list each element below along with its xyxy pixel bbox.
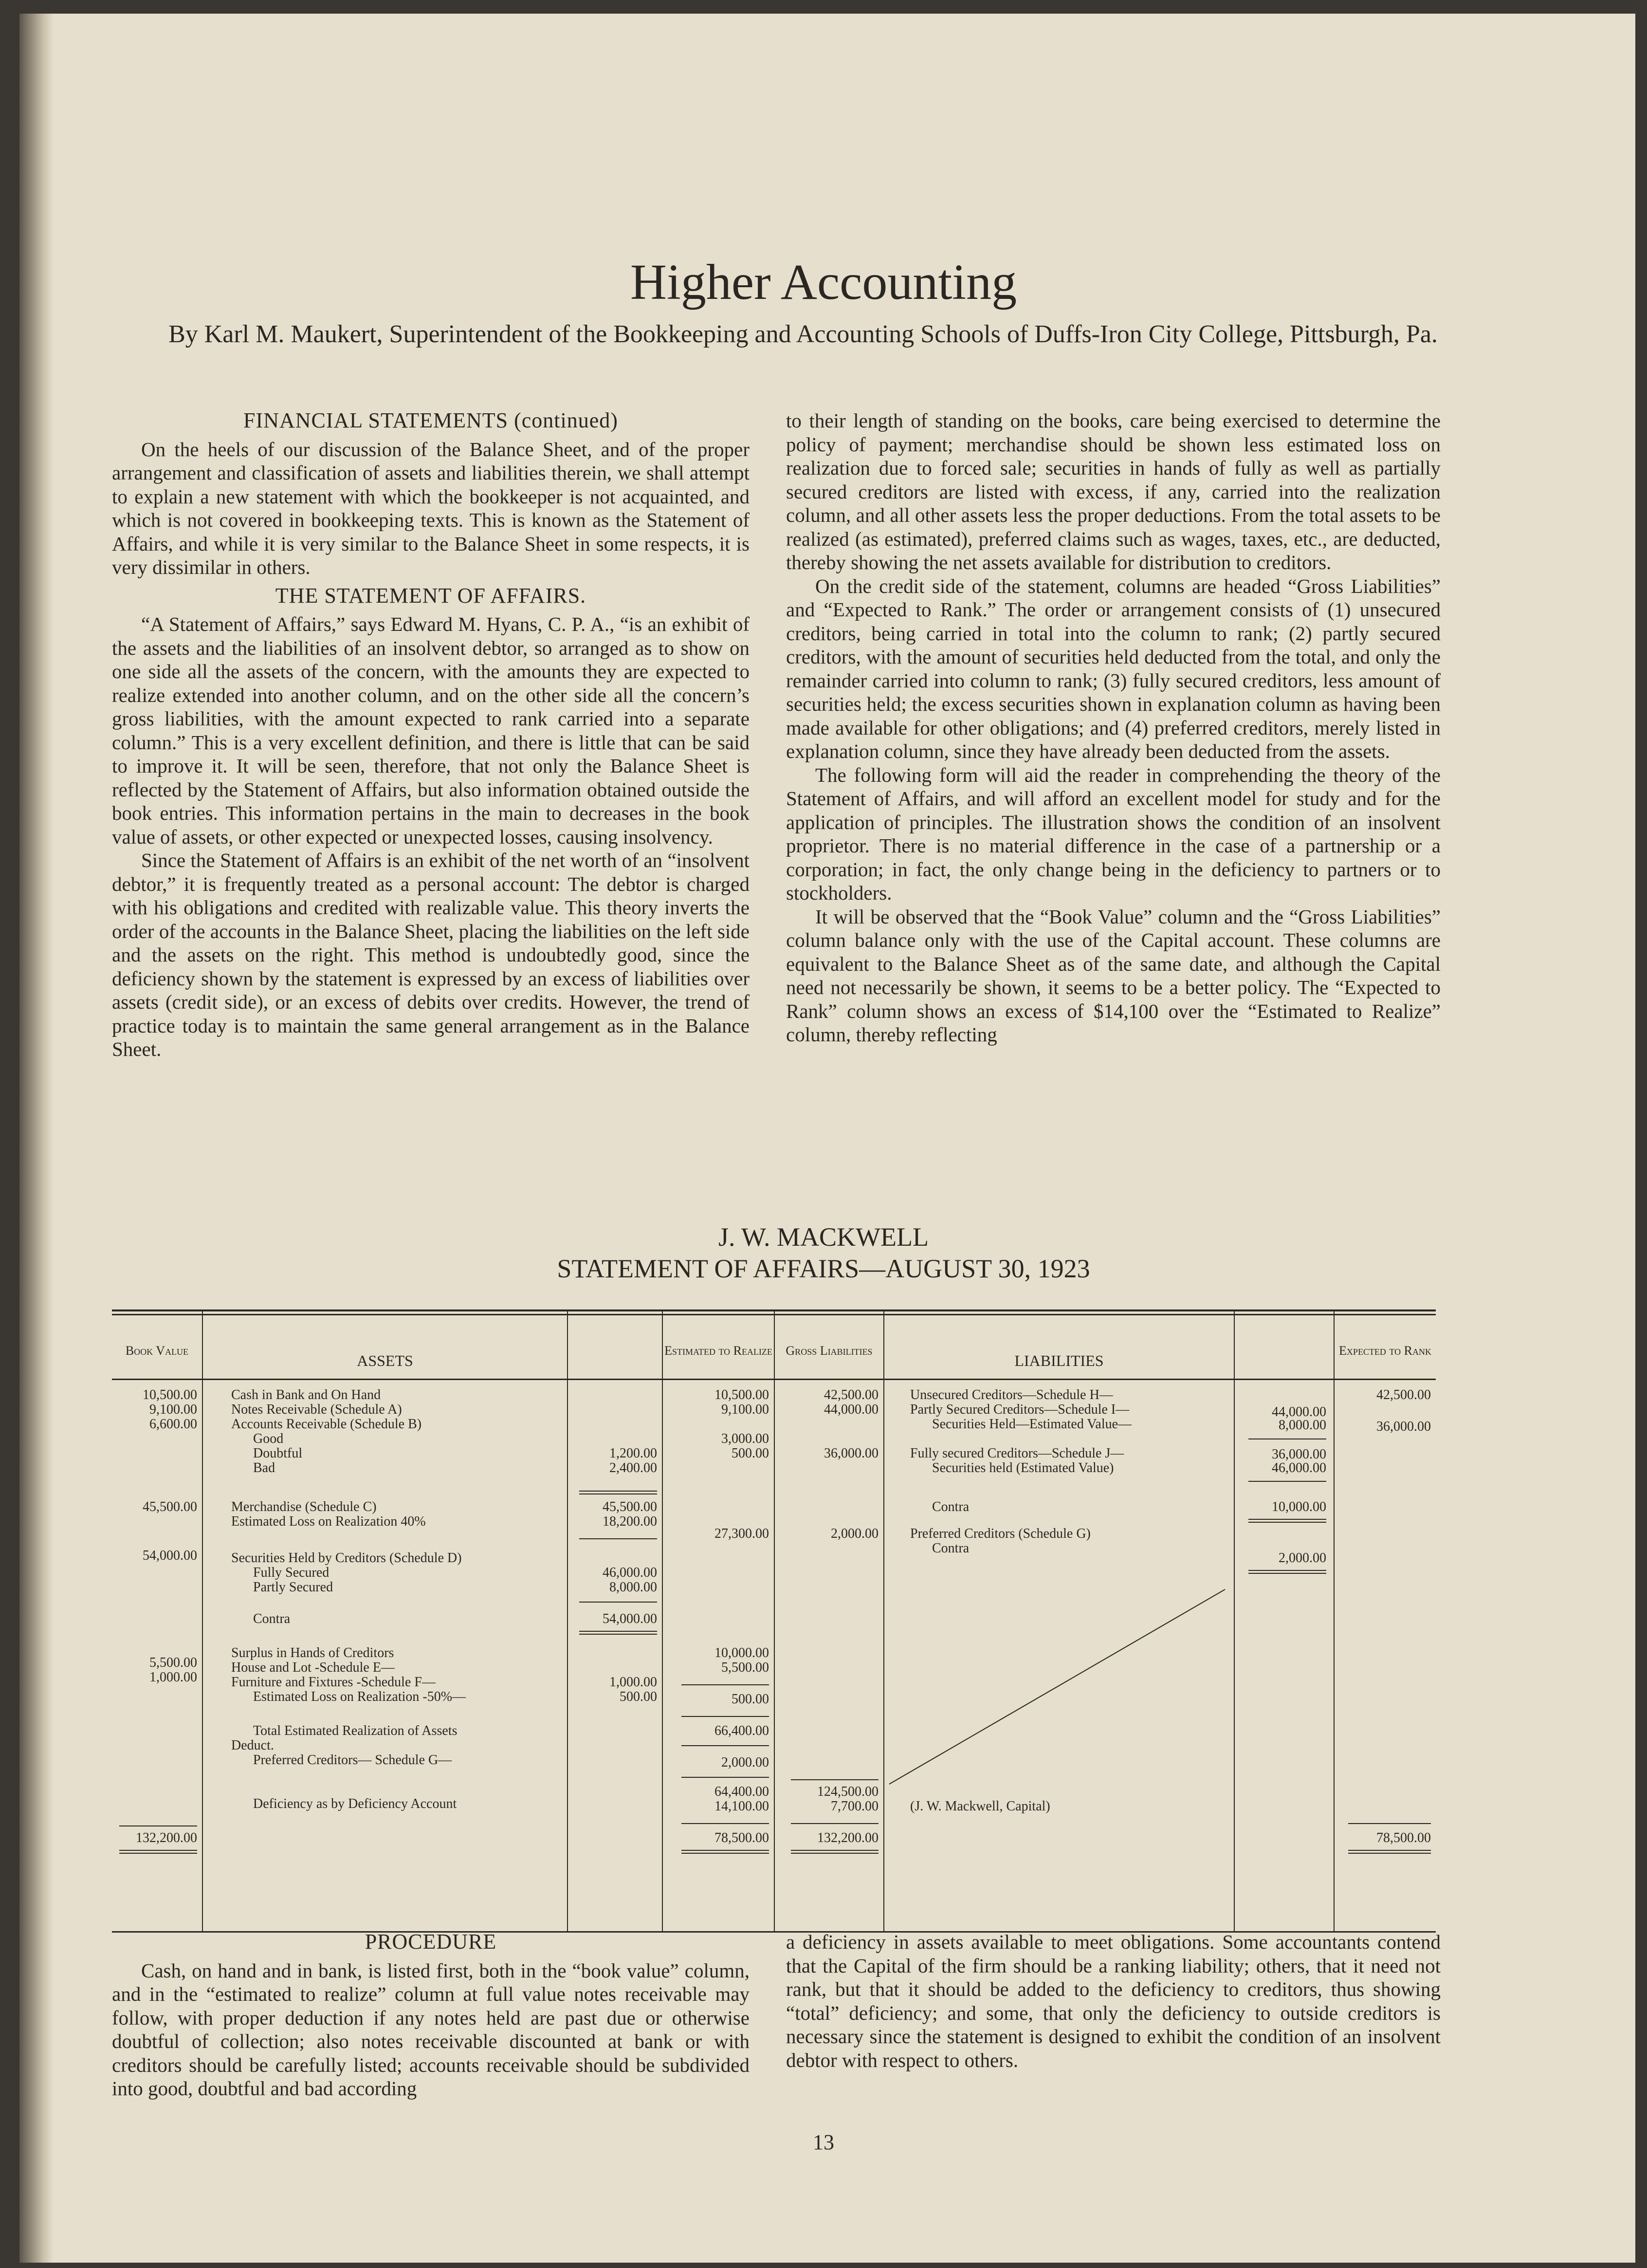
double-rule [579,1634,657,1635]
double-rule [579,1631,657,1632]
double-rule [1248,1570,1326,1571]
sum-rule [681,1716,769,1717]
header-expected: Expected to Rank [1339,1344,1431,1358]
sum-rule [681,1745,769,1746]
double-rule [1348,1853,1431,1854]
estimated-value: 14,100.00 [714,1799,769,1814]
liability-line: (J. W. Mackwell, Capital) [910,1799,1050,1814]
liability-line: Fully secured Creditors—Schedule J— [910,1446,1124,1461]
asset-detail: 1,200.00 [609,1446,657,1461]
column-rule [662,1309,663,1933]
estimated-value: 5,500.00 [721,1660,769,1675]
book-value: 54,000.00 [143,1548,197,1563]
column-rule [567,1309,568,1933]
gross-liability: 42,500.00 [824,1387,878,1402]
liability-line: Preferred Creditors (Schedule G) [910,1526,1091,1541]
paragraph: Cash, on hand and in bank, is listed first, both in the “book value” column, and in the “estimated to realize” column at full value notes receivable may follow, with proper deduction if any notes held are past due or otherwise doubtful of collection; also notes receivable discounted at bank or with creditors should be carefully listed; accounts receivable should be subdivided into good, doubtful and bad according [112,1959,750,2100]
estimated-value: 9,100.00 [721,1402,769,1417]
asset-line: Securities Held by Creditors (Schedule D) [231,1550,462,1566]
page-number: 13 [813,2130,834,2154]
asset-line: Notes Receivable (Schedule A) [231,1402,402,1417]
liability-detail: 36,000.00 [1272,1447,1326,1462]
column-rule [202,1309,203,1933]
asset-detail: 1,000.00 [609,1675,657,1690]
sum-rule [681,1777,769,1778]
book-gutter [19,14,54,2263]
asset-line: Good [253,1431,284,1446]
double-rule [1248,1519,1326,1520]
sum-rule [579,1538,657,1539]
paragraph: Since the Statement of Affairs is an exhibit of the net worth of an “insolvent debtor,” it is frequently treated as a personal account: The debtor is charged with his obligations and credited with realizable value. This theory inverts the order of the accounts in the Balance Sheet, placing the liabilities on the left side and the assets on the right. This method is undoubtedly good, since the deficiency shown by the statement is expressed by an excess of liabilities over assets (credit side), or an excess of debits over credits. However, the trend of practice today is to maintain the same general arrangement as in the Balance Sheet. [112,849,750,1060]
paragraph: “A Statement of Affairs,” says Edward M. Hyans, C. P. A., “is an exhibit of the assets and the liabilities of an insolvent debtor, so arranged as to show on one side all the assets of the concern, with the amounts they are expected to realize extended into another column, and on the other side all the concern’s gross liabilities, with the amount expected to rank carried into a separate column.” This is a very excellent definition, and there is little that can be said to improve it. It will be seen, therefore, that not only the Balance Sheet is reflected by the Statement of Affairs, but also information obtained outside the book entries. This information pertains in the main to decreases in the book value of assets, or other expected or unexpected losses, causing insolvency. [112,613,750,848]
asset-line: Cash in Bank and On Hand [231,1387,381,1402]
double-rule [119,1850,197,1851]
gross-liability: 44,000.00 [824,1402,878,1417]
asset-detail: 18,200.00 [603,1514,657,1529]
liability-line: Contra [932,1499,970,1514]
gross-liability: 36,000.00 [824,1446,878,1461]
asset-detail: 500.00 [620,1689,657,1704]
column-rule [774,1309,775,1933]
header-gross: Gross Liabilities [786,1344,873,1358]
left-column [112,409,750,1061]
asset-line: Preferred Creditors— Schedule G— [253,1752,452,1768]
paragraph: It will be observed that the “Book Value” column and the “Gross Liabilities” column balance only with the use of the Capital account. These columns are equivalent to the Balance Sheet as of the same date, and although the Capital need not necessarily be shown, it seems to be a better policy. The “Expected to Rank” column shows an excess of $14,100 over the “Estimated to Realize” column, thereby reflecting [786,905,1441,1046]
expected-total: 78,500.00 [1376,1830,1431,1845]
double-rule [791,1850,878,1851]
statement-title: STATEMENT OF AFFAIRS—AUGUST 30, 1923 [557,1254,1090,1283]
paragraph: a deficiency in assets available to meet obligations. Some accountants contend that the Capital of the firm should be a ranking liability; others, that it need not rank, but that it should be added to the deficiency to creditors, thus showing “total” deficiency; and some, that only the deficiency to outside creditors is necessary since the statement is designed to exhibit the condition of an insolvent debtor with respect to others. [786,1931,1441,2071]
double-rule [1248,1522,1326,1523]
asset-line: Total Estimated Realization of Assets [253,1723,458,1738]
column-rule [1334,1309,1335,1933]
article-title: Higher Accounting [630,254,1017,310]
sum-rule [791,1779,878,1780]
book-value: 5,500.00 [149,1655,197,1670]
liability-line: Partly Secured Creditors—Schedule I— [910,1402,1130,1417]
asset-line: Doubtful [253,1446,303,1461]
paragraph: to their length of standing on the books, care being exercised to determine the policy of payment; merchandise should be shown less estimated loss on realization due to forced sale; securities in hands of fully as well as partially secured creditors are listed with excess, if any, carried into the realization column, and all other assets less the proper deductions. From the total assets to be realized (as estimated), preferred claims such as wages, taxes, etc., are deducted, thereby showing the net assets available for distribution to creditors. [786,409,1441,573]
sum-rule [791,1823,878,1824]
liability-line: Unsecured Creditors—Schedule H— [910,1387,1113,1402]
liability-line: Contra [932,1541,970,1556]
article-byline: By Karl M. Maukert, Superintendent of the Bookkeeping and Accounting Schools of Duffs-Iron City College, Pittsburgh, Pa. [168,320,1438,348]
header-assets: ASSETS [357,1352,413,1369]
gross-liability: 7,700.00 [831,1799,878,1814]
liability-detail: 8,000.00 [1279,1418,1326,1433]
expected-rank: 36,000.00 [1376,1419,1431,1434]
procedure-left-column [112,1930,750,2101]
estimated-value: 66,400.00 [714,1723,769,1738]
paragraph: The following form will aid the reader in comprehending the theory of the Statement of Affairs, and will afford an excellent model for study and for the application of principles. The illustration shows the condition of an insolvent proprietor. There is no material difference in the case of a partnership or a corporation; in fact, the only change being in the deficiency to partners or to stockholders. [786,763,1441,904]
asset-line: Bad [253,1460,275,1475]
asset-line: Surplus in Hands of Creditors [231,1645,394,1660]
gross-liability: 124,500.00 [817,1784,878,1799]
estimated-value: 3,000.00 [721,1431,769,1446]
asset-line: Fully Secured [253,1565,329,1580]
right-column [786,409,1441,1047]
sum-rule [1248,1438,1326,1439]
asset-detail: 8,000.00 [609,1580,657,1595]
liability-detail: 46,000.00 [1272,1460,1326,1475]
estimated-value: 10,500.00 [714,1387,769,1402]
estimated-value: 500.00 [732,1692,769,1707]
double-rule [579,1491,657,1492]
liability-line: Securities held (Estimated Value) [932,1460,1114,1475]
book-value-total: 132,200.00 [136,1830,197,1845]
estimated-value: 64,400.00 [714,1784,769,1799]
asset-detail: 45,500.00 [603,1499,657,1514]
double-rule [681,1850,769,1851]
header-liabilities: LIABILITIES [1014,1352,1104,1369]
sum-rule [119,1825,197,1826]
header-book-value: Book Value [125,1344,189,1358]
asset-line: House and Lot -Schedule E— [231,1660,395,1675]
double-rule [681,1853,769,1854]
book-value: 6,600.00 [149,1417,197,1432]
estimated-value: 500.00 [732,1446,769,1461]
procedure-heading: PROCEDURE [365,1930,497,1954]
diagonal-rule [884,1309,1235,1933]
sum-rule [1348,1823,1431,1824]
asset-line: Furniture and Fixtures -Schedule F— [231,1675,436,1690]
procedure-right-column [786,1930,1441,2072]
asset-line: Contra [253,1611,291,1626]
double-rule [791,1853,878,1854]
asset-line: Deficiency as by Deficiency Account [253,1796,457,1811]
estimated-value: 27,300.00 [714,1526,769,1541]
section-heading-financial: FINANCIAL STATEMENTS (continued) [243,408,618,432]
estimated-value: 2,000.00 [721,1755,769,1770]
asset-line: Accounts Receivable (Schedule B) [231,1417,422,1432]
double-rule [119,1853,197,1854]
asset-line: Partly Secured [253,1580,333,1595]
book-value: 9,100.00 [149,1402,197,1417]
sum-rule [579,1602,657,1603]
book-value: 1,000.00 [149,1670,197,1685]
asset-detail: 46,000.00 [603,1565,657,1580]
double-rule [1348,1850,1431,1851]
paragraph: On the credit side of the statement, columns are headed “Gross Liabilities” and “Expected to Rank.” The order or arrangement consists of (1) unsecured creditors, being carried in total into the column to rank; (2) partly secured creditors, with the amount of securities held deducted from the total, and only the remainder carried into column to rank; (3) fully secured creditors, less amount of securities held; the excess securities shown in explanation column as having been made available for other obligations; and (4) preferred creditors, merely listed in explanation column, since they have already been deducted from the assets. [786,574,1441,762]
asset-line: Deduct. [231,1738,274,1753]
expected-rank: 42,500.00 [1376,1387,1431,1402]
double-rule [1248,1573,1326,1574]
sum-rule [681,1823,769,1824]
statement-of-affairs-table [112,1309,1436,1933]
liability-line: Securities Held—Estimated Value— [932,1417,1132,1432]
estimated-total: 78,500.00 [714,1830,769,1845]
asset-line: Merchandise (Schedule C) [231,1499,377,1514]
asset-line: Estimated Loss on Realization 40% [231,1514,426,1529]
asset-detail: 2,400.00 [609,1460,657,1475]
asset-line: Estimated Loss on Realization -50%— [253,1689,466,1704]
sum-rule [1248,1481,1326,1482]
section-heading-statement: THE STATEMENT OF AFFAIRS. [275,583,586,608]
book-value: 10,500.00 [143,1387,197,1402]
header-estimated: Estimated to Realize [664,1344,772,1358]
gross-liability: 2,000.00 [831,1526,878,1541]
sum-rule [681,1684,769,1685]
statement-company: J. W. MACKWELL [718,1222,929,1252]
paragraph: On the heels of our discussion of the Balance Sheet, and of the proper arrangement and classification of assets and liabilities therein, we shall attempt to explain a new statement with which the bookkeeper is not acquainted, and which is not covered in bookkeeping texts. This is known as the Statement of Affairs, and while it is very similar to the Balance Sheet in some respects, it is very dissimilar in others. [112,438,750,578]
liability-detail: 2,000.00 [1279,1550,1326,1566]
estimated-value: 10,000.00 [714,1645,769,1660]
liability-detail: 10,000.00 [1272,1499,1326,1514]
liability-detail: 44,000.00 [1272,1404,1326,1420]
book-value: 45,500.00 [143,1499,197,1514]
gross-liability-total: 132,200.00 [817,1830,878,1845]
asset-detail: 54,000.00 [603,1611,657,1626]
